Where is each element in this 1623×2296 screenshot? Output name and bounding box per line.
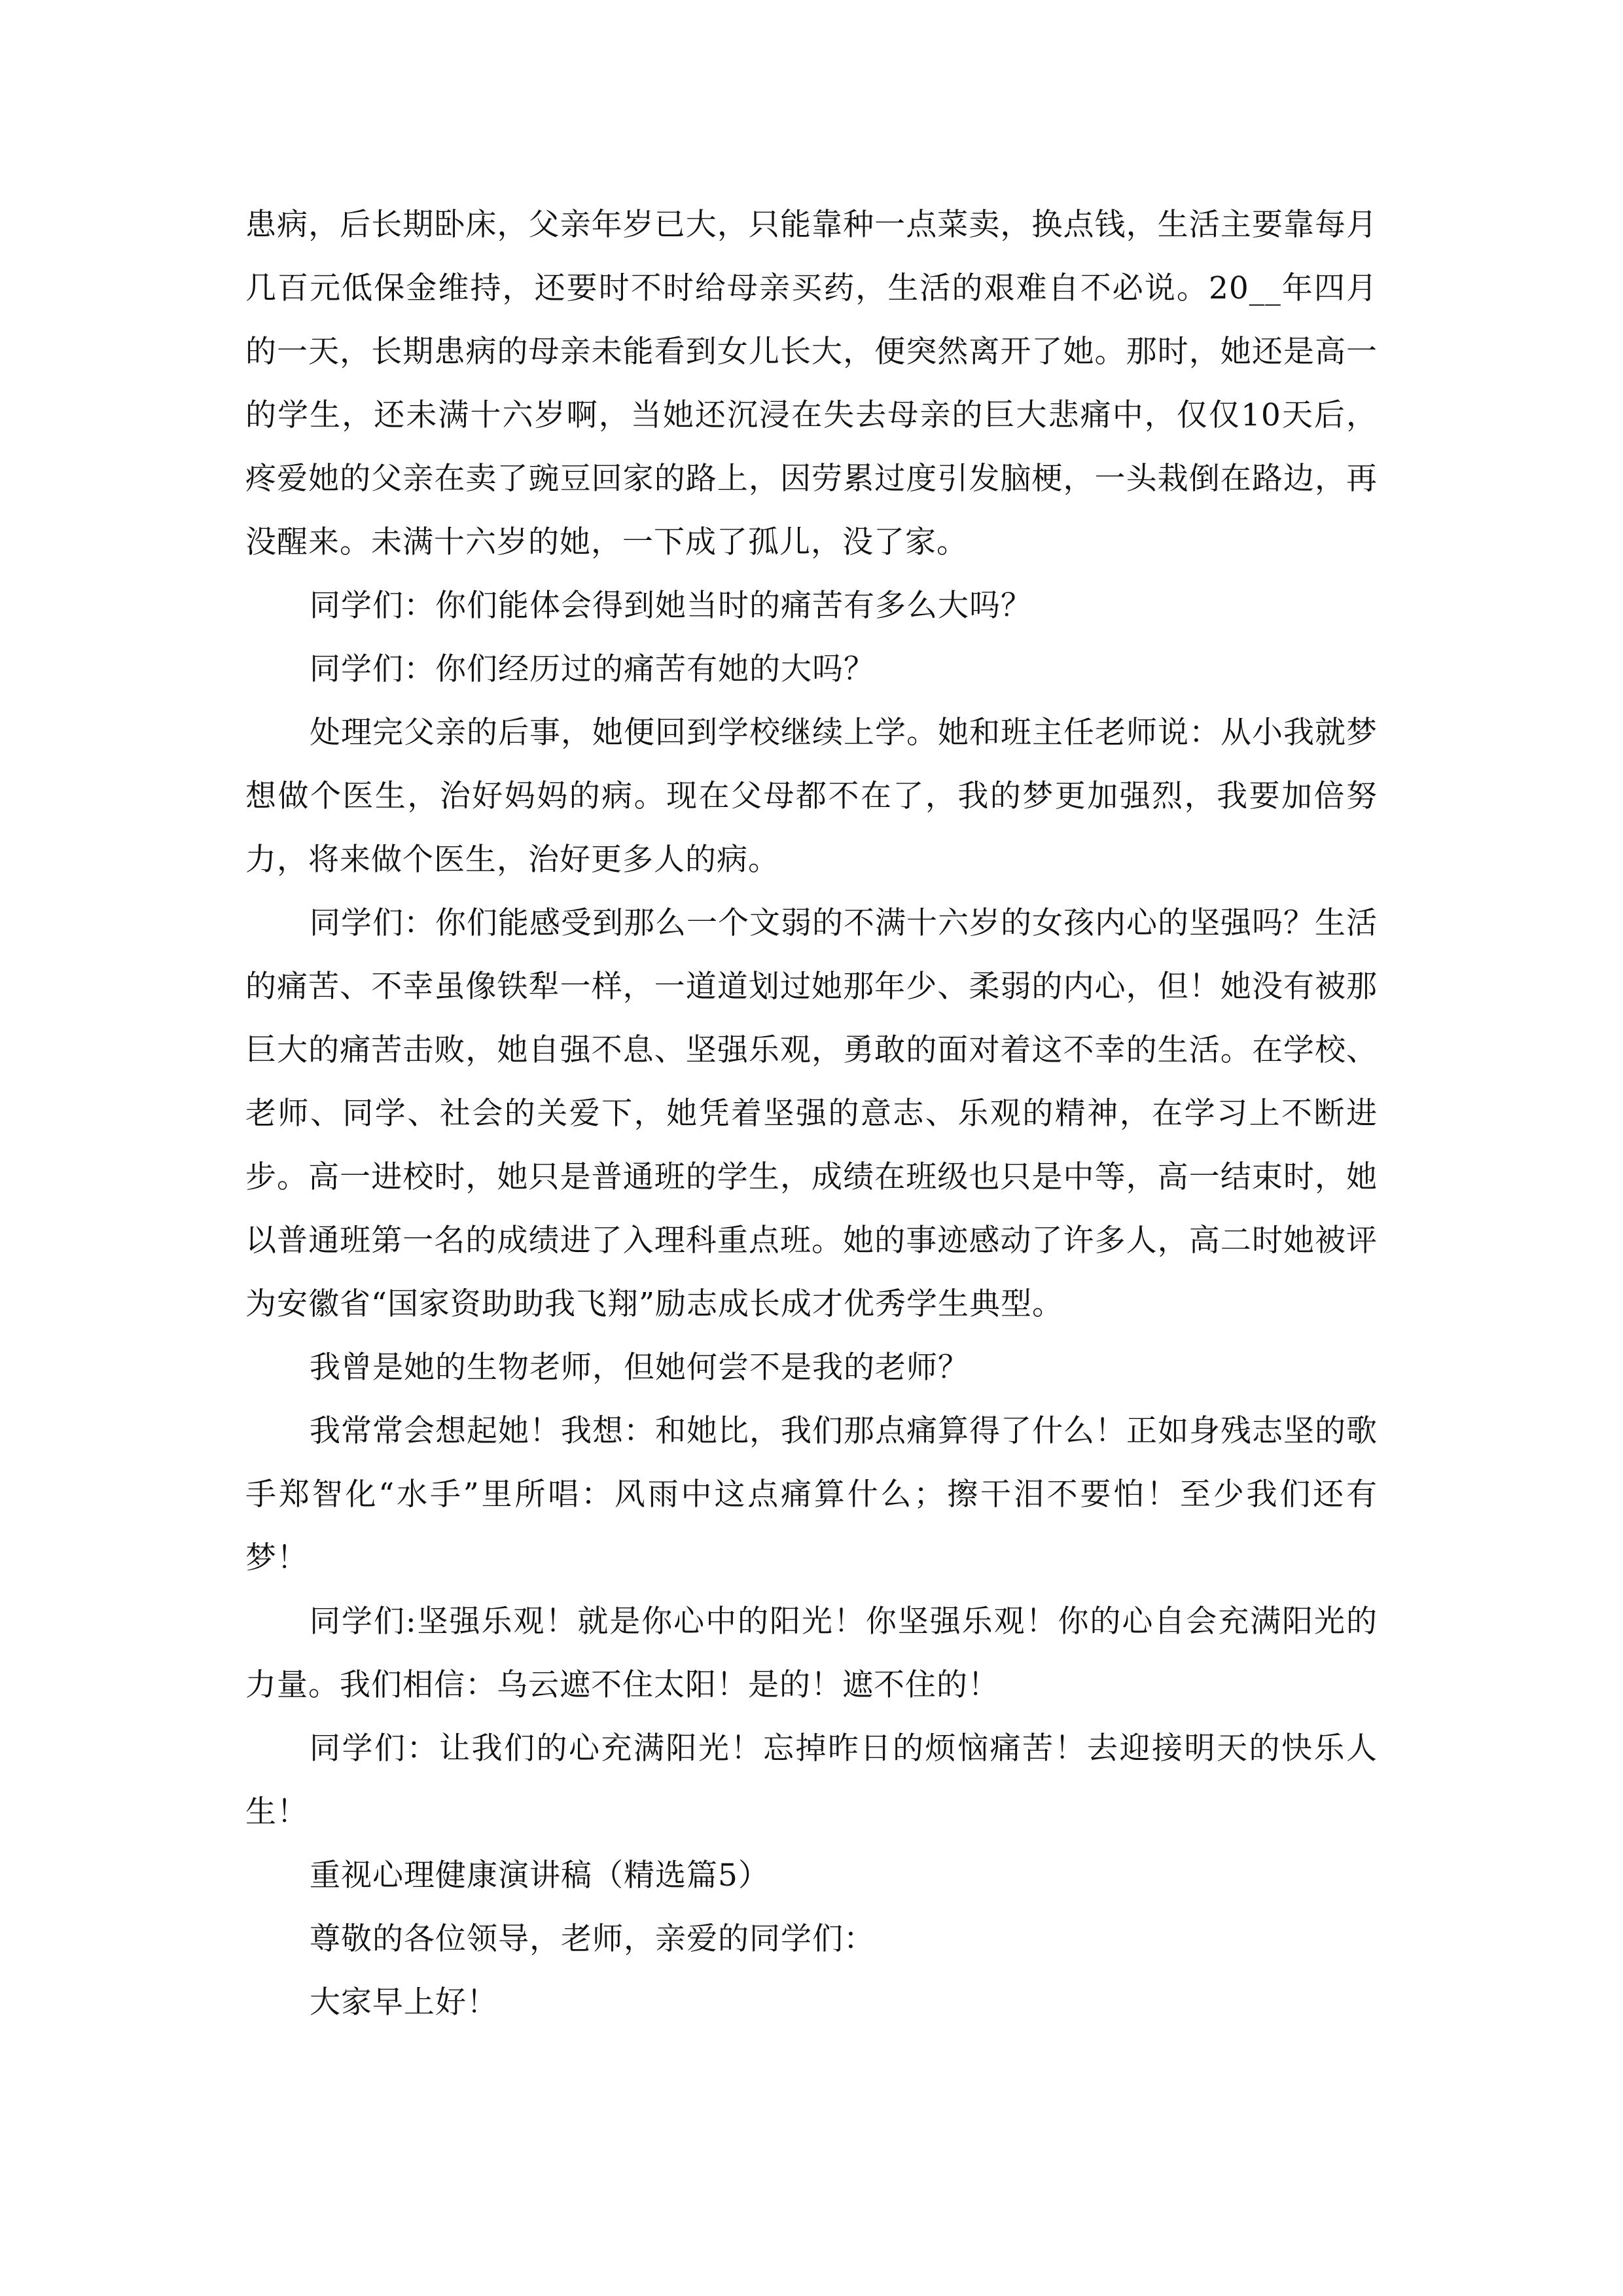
paragraph-salutation: 尊敬的各位领导，老师，亲爱的同学们： xyxy=(310,1921,875,1957)
paragraph-sailor: 我常常会想起她！我想：和她比，我们那点痛算得了什么！正如身残志坚的歌手郑智化“水手”里所唱：风雨中这点痛算什么；擦干泪不要怕！至少我们还有梦！ xyxy=(245,1413,1378,1576)
paragraph-question-pain: 同学们：你们能体会得到她当时的痛苦有多么大吗？ xyxy=(310,588,1032,624)
paragraph-greeting: 大家早上好！ xyxy=(310,1984,498,2020)
paragraph-strength: 同学们：你们能感受到那么一个文弱的不满十六岁的女孩内心的坚强吗？生活的痛苦、不幸虽像铁犁一样，一道道划过她那年少、柔弱的内心，但！她没有被那巨大的痛苦击败，她自强不息、坚强乐观，勇敢的面对着这不幸的生活。在学校、老师、同学、社会的关爱下，她凭着坚强的意志、乐观的精神，在学习上不断进步。高一进校时，她只是普通班的学生，成绩在班级也只是中等，高一结束时，她以普通班第一名的成绩进了入理科重点班。她的事迹感动了许多人，高二时她被评为安徽省“国家资助助我飞翔”励志成长成才优秀学生典型。 xyxy=(245,905,1378,1322)
paragraph-sunshine: 同学们:坚强乐观！就是你心中的阳光！你坚强乐观！你的心自会充满阳光的力量。我们相信：乌云遮不住太阳！是的！遮不住的！ xyxy=(245,1604,1378,1703)
paragraph-dream-doctor: 处理完父亲的后事，她便回到学校继续上学。她和班主任老师说：从小我就梦想做个医生，治好妈妈的病。现在父母都不在了，我的梦更加强烈，我要加倍努力，将来做个医生，治好更多人的病。 xyxy=(245,715,1378,878)
document-body xyxy=(245,193,1378,2034)
paragraph-story-continuation: 患病，后长期卧床，父亲年岁已大，只能靠种一点菜卖，换点钱，生活主要靠每月几百元低保金维持，还要时不时给母亲买药，生活的艰难自不必说。20__年四月的一天，长期患病的母亲未能看到女儿长大，便突然离开了她。那时，她还是高一的学生，还未满十六岁啊，当她还沉浸在失去母亲的巨大悲痛中，仅仅10天后，疼爱她的父亲在卖了豌豆回家的路上，因劳累过度引发脑梗，一头栽倒在路边，再没醒来。未满十六岁的她，一下成了孤儿，没了家。 xyxy=(245,207,1378,560)
paragraph-question-experience: 同学们：你们经历过的痛苦有她的大吗？ xyxy=(310,651,875,687)
paragraph-teacher: 我曾是她的生物老师，但她何尝不是我的老师？ xyxy=(310,1350,969,1386)
paragraph-closing: 同学们：让我们的心充满阳光！忘掉昨日的烦恼痛苦！去迎接明天的快乐人生！ xyxy=(245,1731,1378,1830)
section-heading: 重视心理健康演讲稿（精选篇5） xyxy=(310,1857,770,1893)
